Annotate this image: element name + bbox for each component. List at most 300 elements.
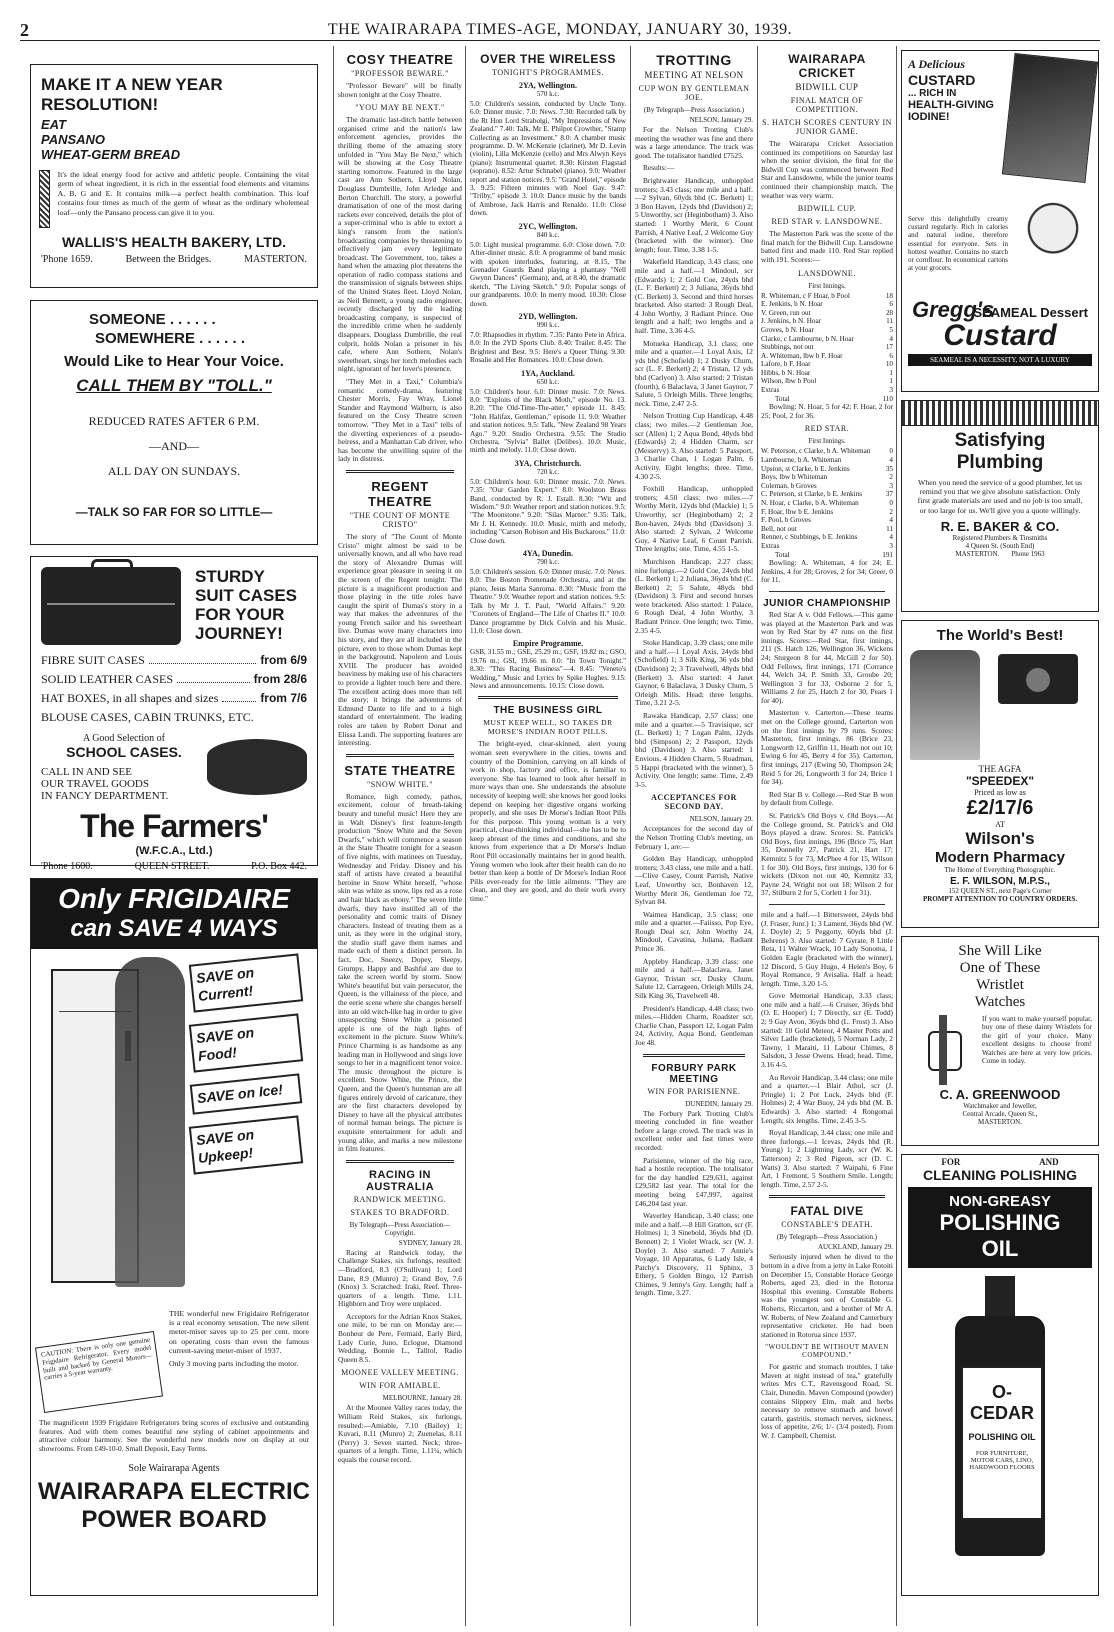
forbury-subheading: WIN FOR PARISIENNE.: [647, 1086, 741, 1096]
junior-heading: JUNIOR CHAMPIONSHIP: [763, 597, 891, 609]
article-paragraph: Murchison Handicap, 2.27 class; nine furlongs.—2 Gold Coe, 24yds bhd (L. Berkett) 1; 2 Juliana, 36yds bhd (C. Berkett) 2; 5 Salute, 48yds bhd (Davidson) 3. First and second horses were bracketed. Also started: 1 Palace, 6 Rough Deal, 4 John Worthy, 3 Radiant Prince. One length; two. Time, 2.35 4-5.: [635, 556, 753, 635]
frigidaire-ad: [30, 878, 318, 1596]
racing-subheading: STAKES TO BRADFORD.: [350, 1207, 450, 1217]
batsman-name: C. Peterson, st Clarke, b E. Jenkins: [761, 490, 863, 499]
hatbox-illustration: [207, 739, 307, 795]
bottle-label: O-CEDAR: [969, 1382, 1034, 1423]
dateline: MELBOURNE, January 28.: [382, 1394, 462, 1403]
business-girl-heading: THE BUSINESS GIRL: [493, 705, 603, 717]
ad-line: OUR TRAVEL GOODS: [41, 778, 149, 790]
ad-footer: The magnificent 1939 Frigidaire Refrigerators bring scores of exclusive and outstanding features. And with them comes beautiful new styling of cabinet appointments and attractive colour harmony. See the wonderful new models now on display at our showrooms. From £49-10-0. Small Deposit, Easy Terms.: [39, 1418, 309, 1453]
column-rule: [896, 46, 897, 1626]
acceptances-heading: ACCEPTANCES FOR SECOND DAY.: [651, 793, 737, 812]
theatres-column: [338, 46, 462, 1626]
ad-headline: JOURNEY!: [195, 624, 283, 643]
price-value: from 6/9: [260, 653, 307, 667]
article-paragraph: "They Met in a Taxi," Columbia's romantic comedy-drama, featuring Chester Morris, Fay Wray, Lionel Stander and Raymond Walburn, is also featured on the Cosy Theatre screen tomorrow. "They Met in a Taxi" tells of the diverting experiences of a pseudo-heiress, and a Manhattan Cab driver, who has become the unwilling squire of the lady in distress.: [338, 377, 462, 464]
station-frequency: 990 k.c.: [536, 320, 560, 329]
station-name: 3YA, Christchurch.: [514, 458, 582, 468]
ad-body: When you need the service of a good plumber, let us remind you that we give absolute satisfaction. Only first grade materials are used and no job is too small, or too large for us. We'll give you a quote willingly.: [917, 478, 1083, 515]
price-value: from 7/6: [260, 691, 307, 705]
batsman-name: E. Jenkins, b N. Hoar: [761, 300, 823, 309]
wireless-column: [470, 46, 626, 1626]
price-label: HAT BOXES, in all shapes and sizes: [41, 691, 219, 705]
batsman-runs: 4: [889, 533, 893, 542]
ad-town: MASTERTON.: [244, 254, 307, 265]
column-rule: [630, 46, 631, 1626]
ad-body: It's the ideal energy food for active and athletic people. Containing the vital germ of wheat ingredient, it is rich in the essential food elements and vitamins A, B, G and E. It contains milk—a perfect health combination. This loaf contains four times as much of the germ of wheat as the ordinary wholemeal loaf—only the Pansano process can give it to you.: [57, 170, 309, 217]
ad-line: SCHOOL CASES.: [66, 744, 182, 760]
batting-row: [761, 490, 893, 499]
save-upkeep-badge: SAVE on Upkeep!: [189, 1115, 303, 1174]
byline: (By Telegraph—Press Association.): [643, 106, 745, 114]
trotting-subheading: CUP WON BY GENTLEMAN JOE.: [638, 84, 750, 102]
batsman-runs: 18: [885, 291, 893, 300]
article-paragraph: Seriously injured when he dived to the bottom in a dive from a jetty in Lake Rotoiti on December 15, Constable Horace George Roberts, aged 23, died in the Rotorua Hospital this evening. Constable Roberts was the youngest son of Constable G. Roberts, Riccarton, and a brother of Mr A. W. Roberts, of New Zealand and Canterbury representative cricketer. He had been stationed in Rotorua since 1937.: [761, 1252, 893, 1339]
article-paragraph: Waverley Handicap, 3.40 class; one mile and a half.—8 Hill Gratton, scr (F. Holmes) 1; 3 Sinebold, 36yds bhd (D. Bennett) 2; 1 Violet Wrack, scr (W. J. Doyle) 3. Also started: 7 Annie's Voyage, 10 Apparatus, 6 Lady Isle, 4 Patchy's Discovery, 11 Sphinx, 3 Ethery, 5 Golden Bingo, 12 Parrish Chimes, 9 Jenny's Guy. Length; half a length. Time, 3.27.: [635, 1211, 753, 1298]
batting-row: [761, 360, 893, 369]
ad-line: A Good Selection of: [83, 733, 165, 744]
ad-headline: NON-GREASY: [949, 1193, 1051, 1210]
article-paragraph: St. Patrick's Old Boys v. Old Boys.—At the College ground, St. Patrick's and Old Boys played a draw. Scores: St. Patrick's Old Boys, first innings, 196 (Brice 75, Hart 35, Donnelly 27, Patrick 21, Hart 17; Kemnitz 5 for 73, McPhee 4 for 15, Wilson 1 for 30). Old Boys, first innings, 130 for 6 wickets (Dixon not out 40, Kemnitz 33, Payne 24, Wright not out 18; Wilson 2 for 37, Stilburn 2 for 5, Corlett 1 for 31).: [761, 811, 893, 898]
batsman-runs: 0: [889, 499, 893, 507]
article-paragraph: Acceptors for the Adrian Knox Stakes, one mile, to be run on Monday are:—Bonheur de Pere, Fermaid, Early Bird, Lady Curie, Juno, Eclogue, Diamond Wedding, Bonnie L., Talltol, Radio Queen 8.5.: [338, 1311, 462, 1364]
plumbing-ad: [901, 400, 1099, 612]
scorecard-lansdowne: [761, 292, 893, 395]
bowling-figures: Bowling: N. Hoar, 5 for 42; F. Hoar, 2 for 25; Pool, 2 for 36.: [761, 402, 893, 420]
ad-company: The Farmers': [80, 808, 268, 844]
ad-line: "SPEEDEX": [965, 774, 1035, 788]
article-paragraph: Masterton v. Carterton.—These teams met on the College ground, Carterton won on the first innings by 79 runs. Scores: Masterton, first innings, 86 (Brice 23, Longworth 12, Griffin 11, Heath not out 10; Ewing 6 for 45, Berry 4 for 35). Carterton, first innings, 217 (Ewing 50, Thompson 24; Reid 5 for 26, Longworth 3 for 24, Brice 1 for 34).: [761, 708, 893, 787]
ad-line: A Delicious: [908, 57, 966, 71]
farmers-ad: [30, 556, 318, 872]
ad-headline: SUIT CASES: [195, 586, 298, 605]
ad-line: ... RICH IN: [908, 88, 957, 99]
save-ice-badge: SAVE on Ice!: [190, 1073, 303, 1114]
ad-line: IN FANCY DEPARTMENT.: [41, 790, 169, 802]
column-rule: [465, 46, 466, 1626]
batting-row: [761, 516, 893, 525]
batsman-runs: 2: [889, 473, 893, 482]
ad-line: HEALTH-GIVING: [908, 99, 994, 111]
batsman-name: Hibbs, b N. Hoar: [761, 368, 811, 377]
scorecard-red-star: [761, 447, 893, 550]
batsman-name: Upston, st Clarke, b E. Jenkins: [761, 464, 850, 473]
batsman-name: Lafore, b F. Hoar: [761, 360, 811, 369]
batsman-runs: 3: [889, 541, 893, 550]
wallis-bakery-ad: [30, 64, 318, 288]
batsman-name: Groves, b N. Hoar: [761, 325, 814, 334]
ad-headline: POLISHING: [939, 1210, 1061, 1235]
oil-banner: [908, 1187, 1092, 1268]
regent-heading: REGENT THEATRE: [368, 478, 432, 509]
racing-subheading: RANDWICK MEETING.: [353, 1194, 447, 1204]
batting-row: [761, 335, 893, 344]
batsman-runs: 17: [885, 343, 893, 352]
total-row: Total 110: [775, 394, 893, 403]
racing-subheading: MOONEE VALLEY MEETING.: [341, 1368, 459, 1378]
section-rule: [769, 591, 885, 592]
article-paragraph: Rawaka Handicap, 2.57 class; one mile and a quarter.—5 Travisique, scr (L. Berkett) 1; 7 Logan Palm, 12yds bhd (Simpson) 2; 2 Passport, 12yds bhd (Davidson) 3. Also started: 1 Envious, 4 Hidden Charm, 5 Roadman, 5 Happi (bracketed with the winner), 5 Activity. One length; same. Time, 2.49 3-5.: [635, 711, 753, 789]
ad-phone: 'Phone 1659.: [41, 254, 93, 265]
batsman-name: F. Hoar, lbw b E. Jenkins: [761, 507, 834, 516]
article-paragraph: Parisienne, winner of the big race, had a hostile reception. The totalisator for the day handled £29,631, against £29,582 last year. The total for the meeting being £47,997, against £46,204 last year.: [635, 1155, 753, 1208]
batsman-runs: 11: [886, 317, 893, 326]
ad-address: Central Arcade, Queen St.,: [962, 1110, 1038, 1118]
dateline: AUCKLAND, January 29.: [817, 1243, 893, 1252]
article-paragraph: Racing at Randwick today, the Challenge Stakes, six furlongs, resulted:—Bradford, 8.3 (O'Sullivan) 1; Lord Dane, 8.9 (Munro) 2; Grand Boy, 7.6 (Knox) 3. Scratched: Iraki, Reef. Three-quarters of a length. Time, 1.11. Highborn and Troy were unplaced.: [338, 1247, 462, 1309]
article-paragraph: Appleby Handicap, 3.39 class; one mile and a half.—Balaclava, Janet Gaynor, Tristan scr, Dusky Chum, Salute 12, Carrageen, Orleigh Mills 24, Silk King 36, Travelwell 48.: [635, 956, 753, 1001]
man-with-camera-illustration: [910, 650, 980, 760]
ad-line: The Home of Everything Photographic.: [944, 866, 1056, 874]
batsman-name: Clarke, c Lambourne, b N. Hoar: [761, 334, 855, 343]
article-paragraph: The story of "The Count of Monte Cristo" might almost be said to be universally known, and all who have read the story of Alexandre Dumas will experience great pleasure in seeing it on the screen of the Regent tonight. The picture is a magnificent production and those playing in the title roles have caught the spirit of Dumas's story in a way that makes the adventures of the young French sailor and his sweetheart live. Dumas wove many characters into his story, and they are all included in the picture, even to those whom Dumas kept in the background, Napoleon and Louis XVIII. The producer has avoided heaviness by making use of his characters to provide a lighter touch here and there. The excellent acting does more than tell the story; it brings the adventures of Edmund Dante to life and to a high standard of entertainment. The leading roles are taken by Robert Donat and Elissa Landi. The supporting features are interesting.: [338, 531, 462, 748]
ad-headline: can SAVE 4 WAYS: [70, 915, 278, 942]
ad-headline: She Will Like: [958, 943, 1042, 959]
ad-box: P.O. Box 442.: [251, 861, 307, 872]
cricket-subheading: BIDWILL CUP: [795, 82, 859, 92]
batting-row: [761, 300, 893, 309]
empire-heading: Empire Programme.: [512, 639, 584, 649]
batting-row: [761, 482, 893, 491]
batting-row: [761, 447, 893, 456]
trotting-column: [635, 46, 753, 1626]
maven-heading: "WOULDN'T BE WITHOUT MAVEN COMPOUND.": [765, 1343, 889, 1360]
batting-row: [761, 309, 893, 318]
toll-ad: [30, 300, 318, 545]
ad-company: POWER BOARD: [81, 1506, 267, 1534]
business-girl-subheading: MUST KEEP WELL, SO TAKES DR MORSE'S INDIAN ROOT PILLS.: [483, 718, 613, 737]
ad-town: MASTERTON.: [978, 1118, 1022, 1126]
batsman-name: Coleman, b Groves: [761, 481, 817, 490]
batsman-name: Bell, not out: [761, 524, 797, 533]
ad-headline: MAKE IT A NEW YEAR RESOLUTION!: [41, 75, 223, 114]
ad-headline: Watches: [974, 994, 1026, 1010]
ad-address: QUEEN STREET.: [134, 861, 210, 872]
newspaper-title: THE WAIRARAPA TIMES-AGE, MONDAY, JANUARY 30, 1939.: [327, 21, 793, 38]
station-block: [470, 459, 626, 545]
batting-row: [761, 317, 893, 326]
cosy-heading: COSY THEATRE: [346, 52, 454, 67]
batting-row: [761, 343, 893, 352]
batting-row: [761, 525, 893, 534]
dateline: NELSON, January 29.: [689, 815, 753, 824]
batting-row: [761, 499, 893, 508]
station-frequency: 840 k.c.: [536, 230, 560, 239]
dateline: DUNEDIN, January 29.: [685, 1099, 753, 1108]
custard-dish-illustration: [1014, 185, 1092, 293]
ad-company: Wilson's: [965, 829, 1035, 848]
price-value: from 28/6: [253, 672, 307, 686]
batsman-runs: 0: [889, 447, 893, 456]
camera-illustration: [998, 654, 1078, 704]
dateline: SYDNEY, January 28.: [398, 1238, 462, 1247]
batsman-name: N. Hoar, c Clarke, b A. Whiteman: [761, 499, 859, 507]
batsman-runs: 5: [889, 325, 893, 334]
batsman-name: Stubbings, not out: [761, 343, 814, 352]
ad-line: CALL THEM BY "TOLL.": [76, 376, 272, 395]
batting-row: [761, 533, 893, 542]
custard-carton-illustration: [1002, 53, 1098, 183]
empire-programme: GSB, 31.55 m.; GSE, 25.29 m.; GSF, 19.82 m.; GSO, 19.76 m.; GSI, 19.66 m. 8.0: "In Town Tonight." 8.30: "This Racing Business"—4. 8.45: "Veneto's Wedding," Music and Lyrics by Spike Hughes. 9.15: News and announcements. 10.15: Close down.: [470, 648, 626, 690]
ad-headline: FOR YOUR: [195, 605, 285, 624]
ad-line: Registered Plumbers & Tinsmiths: [952, 533, 1048, 542]
price-label: SOLID LEATHER CASES: [41, 672, 174, 686]
watch-ad: [901, 936, 1099, 1146]
ad-company: R. E. BAKER & CO.: [940, 518, 1060, 534]
ad-line: AT: [995, 820, 1005, 829]
byline: (By Telegraph—Press Association.): [776, 1233, 878, 1242]
article-paragraph: Nelson Trotting Cup Handicap, 4.48 class; two miles.—2 Gentleman Joe, scr (Allen) 1; 2 Aqua Bond, 48yds bhd (Edwards) 2; 4 Hidden Charm, scr (Messervy) 3. Also started: 5 Passport, 3 Charlie Chan, 1 Logan Palm, 6 Activity. Eight lengths; three. Time, 4.30 2-5.: [635, 411, 753, 481]
batsman-runs: 6: [889, 351, 893, 360]
article-paragraph: Gove Memorial Handicap, 3.33 class; one mile and a half.—6 Cruiser, 36yds bhd (O. E. Hooper) 1; 7 Directly, scr (E. Todd) 2; 9 Gay Avon, 36yds bhd (L. Frost) 3. Also started: 10 Gold Meteor, 4 Master Potts and Silver Ladle (bracketed), 5 Norman Lady, 2 Tawny, 1 Maraiti, 11 Labour Chimes, 8 Salsdon, 3 Jesse Owens. Head; head. Time, 3.16 4-5.: [761, 991, 893, 1070]
trotting-heading: TROTTING: [656, 52, 732, 68]
total-value: 110: [882, 394, 893, 403]
cricket-heading: WAIRARAPA CRICKET: [788, 52, 866, 80]
batsman-name: V. Green, run out: [761, 308, 811, 317]
batting-row: [761, 326, 893, 335]
ad-body: If you want to make yourself popular, buy one of these dainty Wristlets for the girl of your choice. Many excellent designs to choose from! Watches are here at very low prices. Come in today.: [982, 1015, 1092, 1066]
save-current-badge: SAVE on Current!: [189, 953, 303, 1012]
wireless-subheading: TONIGHT'S PROGRAMMES.: [492, 68, 604, 77]
batsman-name: W. Peterson, c Clarke, b A. Whiteman: [761, 447, 871, 456]
ad-address: Between the Bridges.: [125, 254, 212, 265]
ad-brand: Custard: [943, 319, 1057, 352]
ad-headline: Only FRIGIDAIRE: [58, 883, 290, 914]
ad-address: 4 Queen St. (South End): [965, 541, 1035, 550]
racing-subheading: WIN FOR AMIABLE.: [359, 1381, 441, 1391]
article-paragraph: mile and a half.—1 Bittersweet, 24yds bhd (J. Fraser, Junr.) 1; 3 Lament, 36yds bhd (W. J. Doyle) 2; 5 Peggotty, 60yds bhd (J. Behrens) 3. Also started: 7 Gyrate, 8 Little Reta, 11 Walter Wrack, 10 Lady Sonoma, 1 Golden Eagle (bracketed with the winner), 12 Discord, 5 Guy Hugo, 4 Helen's Boy, 6 Royal Romance, 9 Avisalia. Half a head; length. Time, 3.20 1-5.: [761, 909, 893, 988]
article-paragraph: For the Nelson Trotting Club's meeting the weather was fine and there was a large attendance. The track was good. The totalisator handled £7525.: [635, 125, 753, 160]
forbury-heading: FORBURY PARK MEETING: [651, 1062, 737, 1085]
ad-line: REDUCED RATES AFTER 6 P.M.: [88, 414, 260, 428]
ad-line: EAT: [41, 117, 67, 132]
article-paragraph: Au Revoir Handicap, 3.44 class; one mile and a quarter.—1 Blair Athol, scr (J. Pringle) 1; 2 Pot Luck, 24yds bhd (F. Holmes) 2; 4 War Buoy, 24 yds bhd (M. B. Edwards) 3. Also started: 4 Rongomai Length; six lengths. Time, 2.45 3-5.: [761, 1072, 893, 1125]
ad-brand: Gregg's: [912, 297, 995, 322]
ad-line: WHEAT-GERM BREAD: [41, 147, 181, 162]
batsman-name: Boys, lbw b Whiteman: [761, 473, 828, 482]
batsman-name: Renner, c Stubbings, b E. Jenkins: [761, 533, 858, 542]
ad-line: E. F. WILSON, M.P.S.,: [950, 876, 1050, 887]
ad-headline: Satisfying: [954, 430, 1046, 451]
station-name: 4YA, Dunedin.: [522, 549, 574, 559]
ad-headline: OIL: [981, 1236, 1019, 1261]
woman-illustration: [115, 957, 185, 1287]
wireless-heading: OVER THE WIRELESS: [480, 52, 616, 66]
ad-address: 152 QUEEN ST., next Page's Corner: [948, 887, 1052, 895]
ad-body: THE wonderful new Frigidaire Refrigerator is a real economy sensation. The new silent meter-miser saves up to 25 per cent. more on operating costs than even the famous current-saving meter-miser of 1937.: [169, 1309, 309, 1355]
bread-illustration: [39, 170, 50, 228]
batsman-runs: 1: [889, 377, 893, 386]
ad-headline: Wristlet: [976, 977, 1024, 993]
frigidaire-banner: [31, 879, 317, 949]
cricket-subheading: BIDWILL CUP.: [797, 204, 857, 214]
article-paragraph: For gastric and stomach troubles, I take Maven at night instead of tea," gratefully writes Mrs C.T., Ravensgood Road, St. Clair, Dunedin. Maven Compound (powder) contains Slippery Elm, malt and herbs necessary to remove stomach and bowel catarrh, gastritis, stomach nerves, sickness, loss of appetite, 2/6; 1/- (3/4 posted). From W. J. Campbell, Chemist.: [761, 1362, 893, 1441]
station-programme: 7.0: Rhapsodies in rhythm. 7.35: Panto Pete in Africa. 8.0: In the 2YD Sports Club. 8.40: Trailer. 8.45: The Brightest and Best. 9.5: Here's a Queer Thing. 9.30: Rosalie and Her Romances. 10.0: Close down.: [470, 330, 626, 365]
batsman-runs: 28: [885, 308, 893, 317]
section-rule: [346, 470, 454, 473]
ad-line: IODINE!: [908, 111, 950, 123]
station-block: [470, 369, 626, 455]
section-rule: [643, 1054, 745, 1057]
ad-phone: 'Phone 1600.: [41, 861, 93, 872]
price-row: [41, 691, 307, 706]
bottle-label: FOR FURNITURE, MOTOR CARS, LINO, HARDWOOD FLOORS: [969, 1450, 1035, 1471]
batting-row: [761, 473, 893, 482]
batsman-runs: 4: [889, 516, 893, 525]
station-programme: 5.0: Children's session. 6.0: Dinner music. 7.0: News. 8.0: The Boston Promenade Orchestra, and at the piano, Jesus Maria Sanroma. 8.30: "Music from the Theatre." 9.0: Weather report and station notices. 9.5: Talk by Mr J. T. Paul, "World Affairs." 9.20: "Coronets of England—The Life of Charles II." 10.0: Dance programme by Dick Colvin and his Music. 11.0: Close down.: [470, 568, 626, 635]
batting-row: [761, 377, 893, 386]
ad-price: £2/17/6: [966, 797, 1034, 819]
article-paragraph: Results:—: [643, 163, 675, 173]
article-paragraph: President's Handicap, 4.48 class; two miles.—Hidden Charm, Roadster scr, Charlie Chan, Passport 12, Logan Palm 24, Activity, Aqua Bond, Gentleman Joe 48.: [635, 1003, 753, 1047]
batting-row: [761, 369, 893, 378]
ad-line: Watchmaker and Jeweller,: [963, 1102, 1037, 1110]
article-paragraph: The Forbury Park Trotting Club's meeting concluded in fine weather before a large crowd. The track was in excellent order and fast times were recorded.: [635, 1108, 753, 1152]
state-heading: STATE THEATRE: [344, 762, 456, 778]
wristwatch-illustration: [908, 1015, 978, 1085]
article-paragraph: Stoke Handicap, 3.39 class; one mile and a half.—1 Loyal Axis, 24yds bhd (Schofield) 1; 3 Silk King, 36 yds bhd (Davidson) 2; 3 Travelwell, 48yds bhd (Berkett) 3. Also started: 4 Janet Gaynor, 6 Balaclava, 3 Dusky Chum, 5 Orleigh Mills. Head; three lengths. Time, 3.21 2-5.: [635, 638, 753, 708]
column-rule: [333, 46, 334, 1626]
price-label: FIBRE SUIT CASES: [41, 653, 145, 667]
ad-line: ALL DAY ON SUNDAYS.: [107, 464, 241, 478]
agfa-ad: [901, 620, 1099, 928]
batsman-name: F. Pool, b Groves: [761, 516, 811, 525]
ad-line: —TALK SO FAR FOR SO LITTLE—: [75, 505, 273, 519]
article-paragraph: Brightwater Handicap, unhoppled trotters; 3.43 class; one mile and a half.—2 Sylvan, 60yds bhd (C. Berkett) 1; 3 Bon Haven, 12yds bhd (Davidson) 2; 5 Unworthy, scr (Heginbotham) 3. Also started: 1 Worthy Merit, 6 Count Parrish, 4 Native Leaf, 2 Welcome Guy (bracketed with the winner). One length; four. Time, 3.38 1-5.: [635, 175, 753, 254]
station-block: [470, 549, 626, 635]
article-paragraph: Red Star B v. College.—Red Star B won by default from College.: [761, 789, 893, 808]
section-rule: [346, 754, 454, 757]
section-rule: [769, 1195, 885, 1198]
station-programme: 5.0: Children's session, conducted by Uncle Tony. 6.0: Dinner music. 7.0: News. 7.30: Recorded talk by the Rt Hon Lord Strabolgi, "My Impressions of New Zealand." 7.40: Talk, Mr E. Philpot Crowther, "Stamp Collecting as an Investment." 8.0: A chamber music programme. D. W. McKenzie (clarinet), Mr D. Levin (violin), Lilla McKenzie (cello) and Mrs Alwyn Keys (piano): Instrumental quartet. 8.30: Kirsten Flagstad (soprano). 8.52: Artur Schnabel (piano). 9.0: Weather report and station notices. 9.5: "Grand Hotel," episode 3. 9.25: Fifteen minutes with Noel Gay. 9.47: "Trilby," episode 3. 10.0: Dance music by the bands of Ambrose, Jack Harris and Renaldo. 11.0: Close down.: [470, 100, 626, 218]
dateline: NELSON, January 29.: [689, 116, 753, 124]
article-paragraph: Red Star A v. Odd Fellows.—This game was played at the Masterton Park and was won by Red Star by 47 runs on the first innings. Scores:—Red Star, first innings, 211 (S. Hatch 126, Wellington 36, Wickens 24; Sturgeon 8 for 44, McGill 2 for 50). Odd Fellows, first innings, 171 (Corrance 44, Welch 34, P. Smith 33, Groube 20; Wellington 3 for 33, Osborne 2 for 5, Williams 2 for 25, Hatch 2 for 30, Pears 1 for 40).: [761, 609, 893, 705]
cricket-subheading: S. HATCH SCORES CENTURY IN JUNIOR GAME.: [762, 118, 892, 136]
ad-headline: CLEANING POLISHING: [922, 1167, 1077, 1183]
ad-headline: One of These: [959, 960, 1041, 976]
article-paragraph: At the Moonee Valley races today, the William Reid Stakes, six furlongs, resulted:—Amiable, 7.10 (Bailey) 1; Kuvari, 8.11 (Munro) 2; Zuenelas, 8.11 (Perry) 3. Seven started. Neck; three-quarters of a length. Time, 1.11¼, which equals the course record.: [338, 1403, 462, 1464]
station-frequency: 720 k.c.: [536, 467, 560, 476]
article-paragraph: Romance, high comedy, pathos, excitement, colour of breath-taking beauty and tuneful music! Here they are in Walt Disney's first feature-length production "Snow White and the Seven Dwarfs," which will commence a season at the State Theatre tonight for a season of five nights, with matinees on Tuesday, Wednesday and Friday. Disney and his staff of artists have created a beautiful heroine in Snow White herself, "whose skin was white as snow, lips red as a rose and hair black as ebony." The seven little dwarfs, they have instilled all of the personality and comic traits of Disney characters. Instead of treating them as a unit, as they were in the original story, the studio staff gave them names and made each of them a distinct person. In fact, Doc, Sneezy, Dopey, Sleepy, Grumpy, Happy and Bashful are due to take the screen world by storm. Snow White's beautiful but vain persecutor, the Queen, is the villainess of the piece, and the eerie scene where she changes herself into an old witch-like hag in order to give unsuspecting Snow White a poisoned apple is one of the high lights of excitement in the picture. Snow White's Prince Charming is as handsome as any leading man in Hollywood and sings love songs to her in a magnificent tenor voice. The music throughout the picture is excellent. Snow White, the Prince, the Queen, and the Queen's huntsman are all figures entirely devoid of caricature, they are the first characters developed by Disney to have all the physical attributes of normal human beings. The picture is exquisite entertainment for adult and young alike, and marks a new milestone in film features.: [338, 791, 462, 1154]
ad-line: SOMEONE . . . . . .: [89, 311, 216, 328]
team-name: RED STAR.: [804, 424, 850, 434]
ad-line: Sole Wairarapa Agents: [128, 1463, 220, 1475]
batsman-runs: 6: [889, 300, 893, 309]
station-programme: 5.0: Children's hour. 6.0: Dinner music. 7.0: News. 8.0: "Exploits of the Black Moth," episode No. 13. 8.20: "The Old-Time-The-atter," episode 11. 8.45: "John Halifax, Gentleman," episode 11. 9.0: Weather and station notices. 9.5: Talk, "New Zealand 98 Years Ago." 9.20: Studio Orchestra. 9.55: The Studio Orchestra, "Sylvia" Ballet (Delibes). 10.0: Music, mirth and melody. 11.0: Close down.: [470, 387, 626, 455]
batsman-name: R. Whiteman, c F Hoar, b Pool: [761, 291, 850, 300]
section-rule: [346, 1160, 454, 1163]
ad-phone: Phone 1963: [1011, 549, 1045, 558]
ad-line: CUSTARD: [908, 72, 976, 88]
bottle-label: POLISHING OIL: [968, 1432, 1036, 1442]
bowling-figures: Bowling: A. Whiteman, 4 for 24; E. Jenkins, 4 for 28; Groves, 2 for 34; Greer, 0 for 11.: [761, 558, 893, 585]
article-paragraph: Waimea Handicap, 3.5 class; one mile and a quarter.—Faiisso, Pop Eye, Rough Deal scr, John Worthy 24, Mindoul, Cavatina, Juliana, Radiant Prince 36.: [635, 909, 753, 954]
total-row: Total 191: [775, 550, 893, 559]
ad-town: MASTERTON.: [955, 549, 1000, 558]
article-paragraph: Foxhill Handicap, unhoppled trotters; 4.50 class; two miles.—7 Worthy Merit, 12yds bhd (Mackie) 1; 5 Unworthy, scr (Heginbotham) 2; 2 Bon-haven, 24yds bhd (Davidson) 3. Also started: 2 Sylvan, 2 Welcome Guy, 4 Native Leaf, 6 Count Parrish. Three lengths; one. Time, 4.55 1-5.: [635, 484, 753, 554]
ad-line: BLOUSE CASES, CABIN TRUNKS, ETC.: [41, 710, 254, 724]
ad-line: THE AGFA: [978, 764, 1022, 774]
trotting-subheading: MEETING AT NELSON: [644, 70, 744, 80]
batsman-runs: 3: [889, 481, 893, 490]
batting-row: [761, 292, 893, 301]
batting-row: [761, 352, 893, 361]
station-frequency: 650 k.c.: [536, 377, 560, 386]
ad-headline: Plumbing: [956, 452, 1044, 473]
cricket-subheading: FINAL MATCH OF COMPETITION.: [790, 96, 864, 114]
fatal-dive-subheading: CONSTABLE'S DEATH.: [781, 1220, 873, 1230]
article-paragraph: Royal Handicap, 3.44 class; one mile and three furlongs.—1 Icevas, 24yds bhd (R. Young) 1; 2 Lightning Lady, scr (W. K. Tatterson) 2; 3 Red Pigeon, scr (D. C. Watts) 3. Also started: 7 Waipahi, 6 Fine Art, 1 Fremont, 5 Southern Smile. Length; length. Time, 2.57 2-5.: [761, 1128, 893, 1189]
save-food-badge: SAVE on Food!: [189, 1013, 303, 1072]
article-paragraph: Motueka Handicap, 3.1 class; one mile and a quarter.—1 Loyal Axis, 12 yds bhd (Schofield) 1; 2 Dusky Chum, scr (L. F. Berkett) 2; 4 Tristan, 12 yds bhd (Carlyon) 3. Also started: 2 Tristan (fourth), 6 Balaclava, 3 Janet Gaynor, 7 Salute, 5 Orleigh Mills. Three lengths; neck. Time, 2.47 2-5.: [635, 338, 753, 408]
caution-box: CAUTION: There is only one genuine Frigidaire Refrigerator. Every model built and backed by General Motors—carries a 5-year warranty.: [35, 1331, 163, 1413]
ad-line: —AND—: [149, 439, 199, 453]
fatal-dive-heading: FATAL DIVE: [790, 1204, 864, 1219]
batting-row: [761, 465, 893, 474]
section-rule: [478, 696, 618, 699]
price-row: [41, 653, 307, 668]
article-paragraph: Acceptances for the second day of the Nelson Trotting Club's meeting, on February 1, are:—: [635, 824, 753, 851]
innings-label: First Innings.: [808, 281, 846, 290]
section-rule: [769, 904, 885, 905]
ad-line: Priced as low as: [974, 788, 1026, 797]
batsman-name: A. Whiteman, lbw b F. Hoar: [761, 351, 843, 360]
regent-subheading: "THE COUNT OF MONTE CRISTO": [349, 510, 451, 529]
station-programme: 5.0: Light musical programme. 6.0: Close down. 7.0: After-dinner music. 8.0: A programme of band music with spoken interludes, featuring, at 8.15, The Grenadier Guards Band playing a phantasy "Nell Gwynn Dances" (German), and, at 8.40, the dramatic sketch, "The Living Sketch." 9.0: Popular songs of our grandparents. 10.0: In merry mood. 10.30: Close down.: [470, 240, 626, 308]
batsman-name: Extras: [761, 386, 780, 395]
ad-line: PROMPT ATTENTION TO COUNTRY ORDERS.: [923, 895, 1077, 903]
article-paragraph: The Masterton Park was the scene of the final match for the Bidwill Cup. Lansdowne batted first and made 110. Red Star replied with 191. Scores:—: [761, 229, 893, 264]
ad-headline: The World's Best!: [936, 627, 1064, 644]
ad-line: CALL IN AND SEE: [41, 766, 132, 778]
station-name: 2YC, Wellington.: [518, 221, 578, 231]
batsman-runs: 3: [889, 386, 893, 395]
batsman-runs: 4: [889, 456, 893, 465]
column-rule: [757, 46, 758, 1626]
ad-headline: STURDY: [195, 567, 265, 586]
ad-company: Modern Pharmacy: [934, 849, 1066, 866]
batsman-name: J. Jenkins, b N. Hoar: [761, 317, 822, 326]
ad-company: C. A. GREENWOOD: [939, 1087, 1061, 1102]
article-paragraph: The dramatic last-ditch battle between organised crime and the nation's law enforcement agencies, provides the thrilling theme of the amazing story unfolded in "You May Be Next," which will be showing at the Cosy Theatre starting tomorrow. Featured in the large cast are Ann Sothern, Lloyd Nolan, Douglass Dumbrille, John Arledge and Berton Churchill. The story, a powerful dramatisation of one of the most daring rackets ever conceived, details the plot of a super-criminal who is able to extort a king's ransom from the nation's broadcasting companies by threatening to effectively jam every legitimate broadcast. The Government, too, takes a hand when the amazing plot threatens the operation of radio compass stations and the transmission of signals between ships of the United States fleet. Lloyd Nolan, as Neil Bennett, a young radio engineer, recently discharged by the leading broadcasting company, is suspected of the incredible crime when he suddenly disappears. Douglass Dumbrille, the real culprit, holds Nolan a prisoner in his cafe, where Ann Sothern, Nolan's sweetheart, sings her torch melodies each night, ignorant of her lover's presence.: [338, 115, 462, 374]
article-paragraph: "Professor Beware" will be finally shown tonight at the Cosy Theatre.: [338, 81, 462, 99]
station-block: [470, 312, 626, 365]
station-name: 2YD, Wellington.: [518, 311, 578, 321]
cosy-subheading: "YOU MAY BE NEXT.": [355, 103, 445, 113]
station-frequency: 570 k.c.: [536, 90, 560, 98]
total-value: 191: [882, 550, 893, 559]
cricket-subheading: RED STAR v. LANSDOWNE.: [771, 217, 883, 227]
ad-body: Serve this delightfully creamy custard regularly. Rich in calories and natural iodine, therefore essential for everyone. Sets in hottest weather. Contains no starch or cornflour. In economical cartons at your grocers.: [908, 215, 1008, 273]
ad-line: AND: [1039, 1157, 1059, 1167]
article-paragraph: Golden Bay Handicap, unhoppled trotters; 3.43 class, one mile and a half.—Clive Casey, Count Parrish, Native Leaf, Unworthy scr, Bonhaven 12, Worthy Merit 36, Gentleman Joe 72, Sylvan 84.: [635, 854, 753, 907]
polishing-oil-ad: [901, 1154, 1099, 1596]
station-name: 2YA, Wellington.: [518, 81, 577, 90]
ad-brand: SEAMEAL Dessert: [973, 305, 1088, 320]
batsman-name: Lambourne, b A. Whiteman: [761, 456, 842, 465]
pipes-illustration: [902, 401, 1098, 426]
ad-body: Only 3 moving parts including the motor.: [169, 1359, 299, 1369]
batting-row: [761, 542, 893, 551]
station-frequency: 790 k.c.: [536, 558, 560, 567]
ad-line: SOMEWHERE . . . . . .: [95, 330, 246, 347]
batsman-name: Wilson, lbw b Pool: [761, 377, 817, 386]
article-paragraph: The bright-eyed, clear-skinned, alert young woman seen everywhere in the cities, towns and country of the Dominion, carrying on all kinds of work in shop, factory and office, is familiar to everyone. She has learned to look after herself in more ways than one. She understands the absolute necessity of keeping well; she knows her good looks depend on keeping her digestive organs working properly, and she uses Dr Morse's Indian Root Pills for this purpose. This young woman is a very practical, clear-thinking individual—she has to be to keep abreast of the times and conditions, and she knows from experience that a Dr Morse's Indian Root Pill occasionally maintains her in good health. Young women who look after their health can do no better than keep a bottle of Dr Morse's Indian Root Pills ever-ready for the little ailments. "They are clean, and they are good, and do their work every time.": [470, 739, 626, 904]
batting-row: [761, 508, 893, 517]
cricket-column: [761, 46, 893, 1626]
batsman-runs: 4: [889, 334, 893, 343]
